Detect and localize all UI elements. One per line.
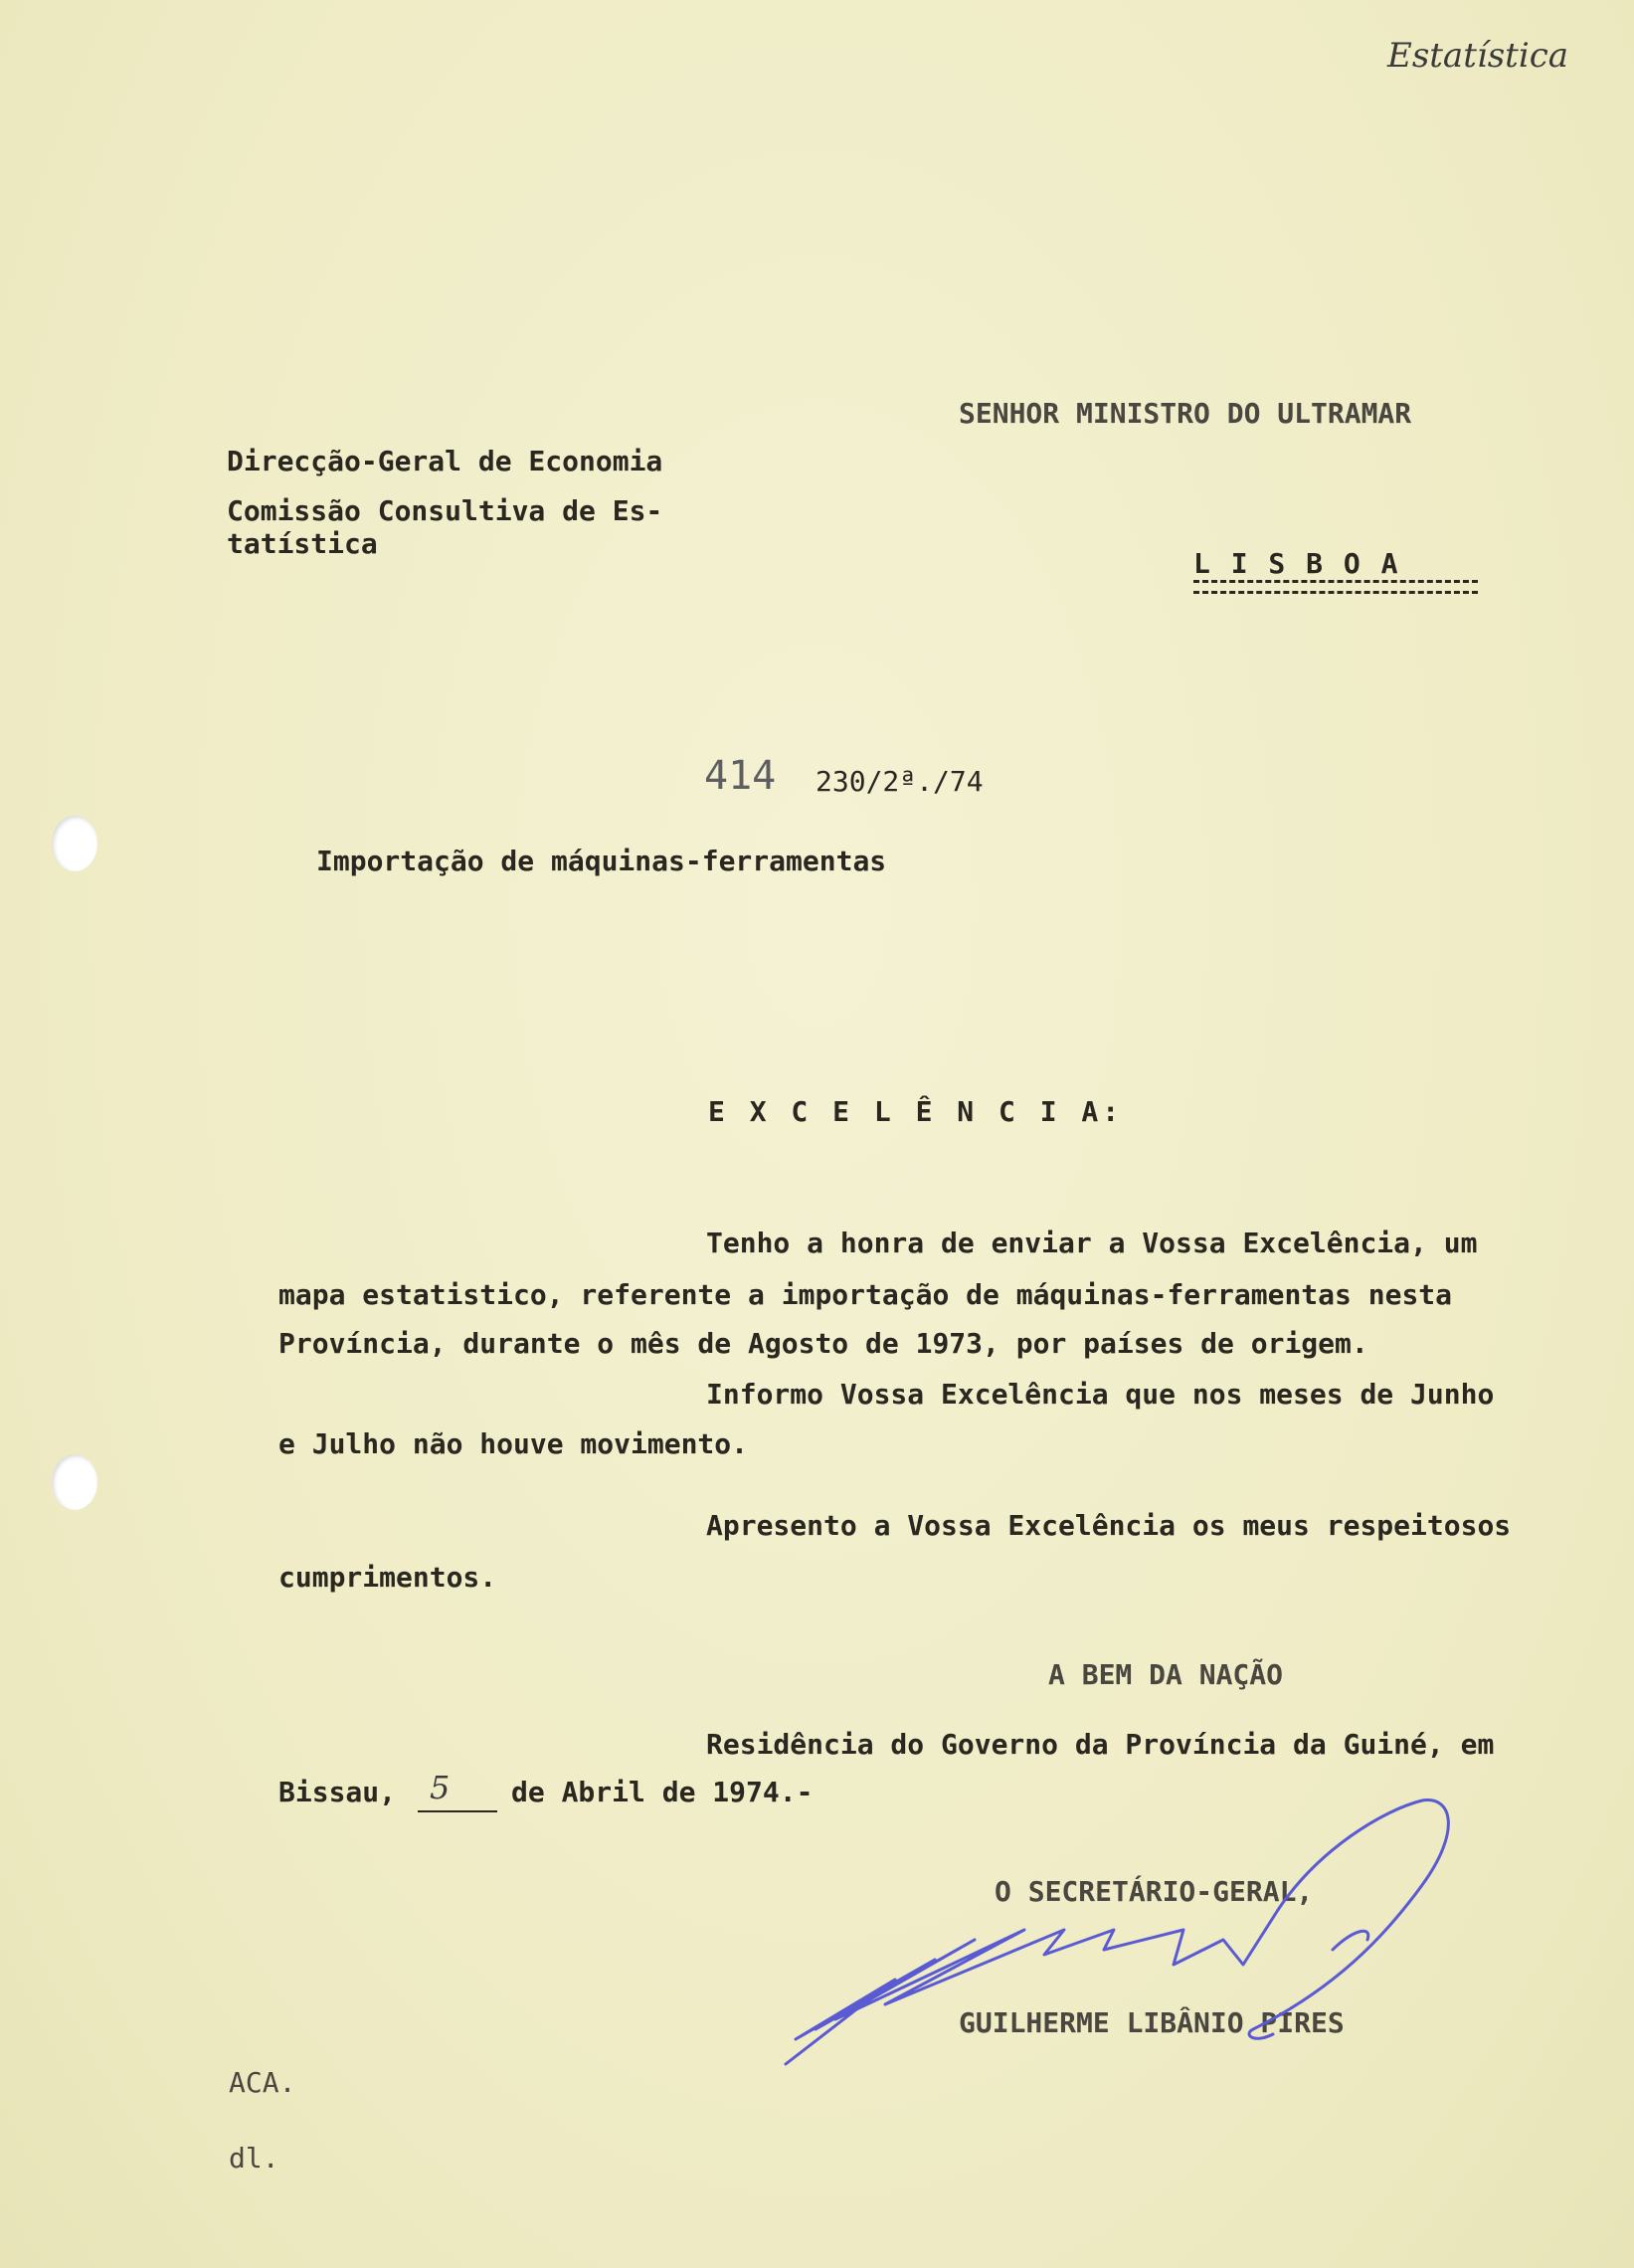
typist-initials-2: dl. (229, 2142, 279, 2174)
typist-initials-1: ACA. (229, 2066, 296, 2099)
punch-hole-bottom (52, 1454, 97, 1510)
body-p3-line2: cumprimentos. (278, 1561, 497, 1594)
punch-hole-top (52, 816, 97, 871)
closing-place-line1: Residência do Governo da Província da Guiné, em (706, 1728, 1495, 1761)
body-p1-line1: Tenho a honra de enviar a Vossa Excelência, um (706, 1227, 1478, 1259)
recipient-title: SENHOR MINISTRO DO ULTRAMAR (959, 397, 1412, 430)
sender-line-3: tatística (227, 527, 378, 560)
salutation: E X C E L Ê N C I A: (708, 1095, 1124, 1128)
subject-line: Importação de máquinas-ferramentas (316, 845, 887, 877)
recipient-city: L I S B O A (1193, 547, 1400, 580)
body-p2-line2: e Julho não houve movimento. (278, 1427, 749, 1460)
handwritten-day: 5 (430, 1769, 451, 1806)
body-p3-line1: Apresento a Vossa Excelência os meus respeitosos (706, 1509, 1512, 1542)
body-p1-line2: mapa estatistico, referente a importação de máquinas-ferramentas nesta (278, 1278, 1453, 1311)
signatory-name: GUILHERME LIBÂNIO PIRES (959, 2006, 1345, 2039)
handwritten-signature (776, 1791, 1522, 2089)
closing-place-prefix: Bissau, (278, 1776, 397, 1808)
handwritten-annotation: Estatística (1387, 36, 1569, 76)
closing-place-suffix: de Abril de 1974.- (511, 1776, 814, 1808)
closing-motto: A BEM DA NAÇÃO (1048, 1658, 1284, 1691)
reference-stamp: 414 (704, 753, 777, 799)
signatory-title: O SECRETÁRIO-GERAL, (995, 1875, 1314, 1908)
body-p1-line3: Província, durante o mês de Agosto de 1973, por países de origem. (278, 1327, 1368, 1360)
city-underline (1193, 580, 1478, 594)
day-blank-line (418, 1810, 497, 1812)
sender-line-2: Comissão Consultiva de Es- (227, 494, 663, 527)
sender-line-1: Direcção-Geral de Economia (227, 445, 663, 477)
body-p2-line1: Informo Vossa Excelência que nos meses de Junho (706, 1378, 1495, 1411)
reference-number: 230/2ª./74 (816, 765, 984, 798)
